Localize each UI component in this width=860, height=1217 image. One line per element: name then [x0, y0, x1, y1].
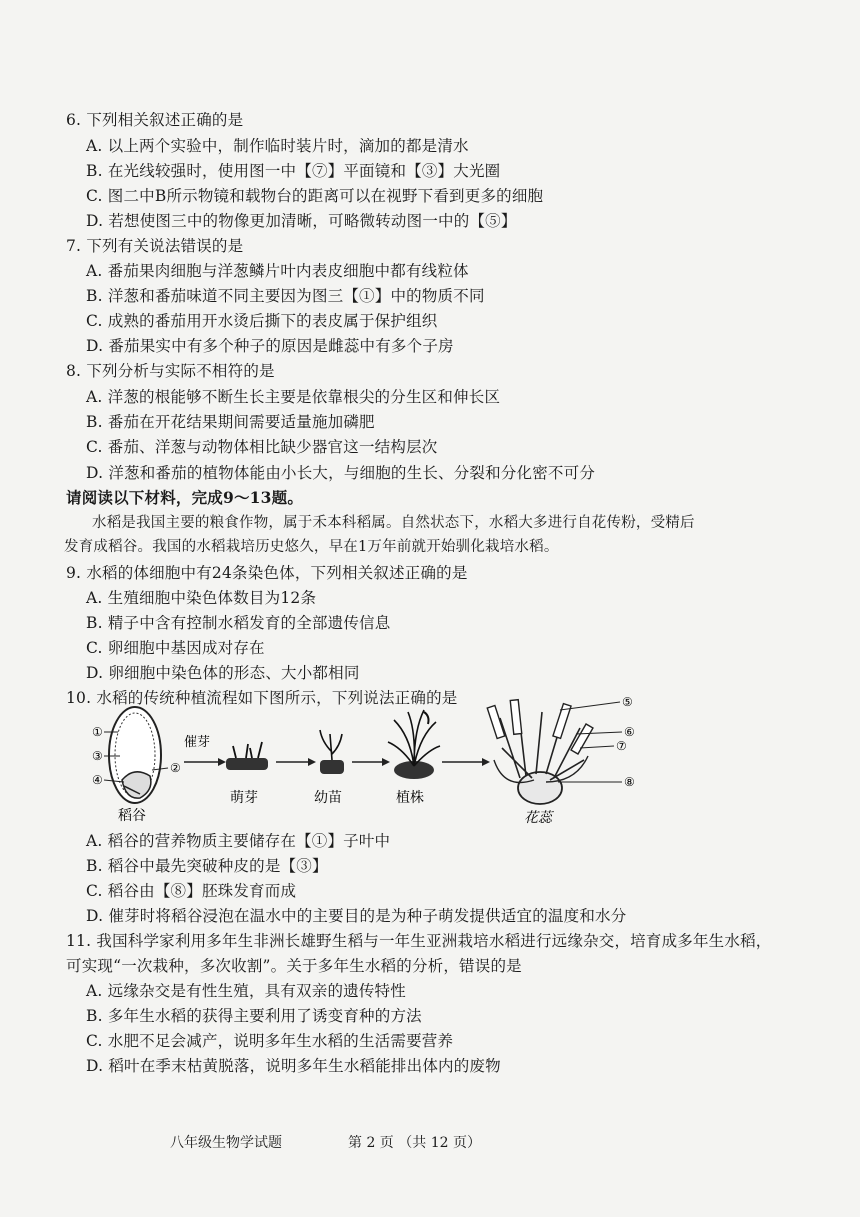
q11-stem-line-1: 11. 我国科学家利用多年生非洲长雄野生稻与一年生亚洲栽培水稻进行远缘杂交，培育成多年生水稻， — [66, 932, 772, 950]
sprout-drawing — [226, 742, 268, 770]
rice-seed-drawing — [109, 707, 161, 803]
q11-option-a: A. 远缘杂交是有性生殖，具有双亲的遗传特性 — [86, 982, 406, 1000]
q11-option-d: D. 稻叶在季末枯黄脱落，说明多年生水稻能排出体内的废物 — [86, 1057, 501, 1075]
flower-marker-6: ⑥ — [624, 725, 635, 739]
label-plant: 植株 — [396, 790, 424, 806]
q6-option-c: C. 图二中B所示物镜和载物台的距离可以在视野下看到更多的细胞 — [86, 187, 544, 205]
q10-option-c: C. 稻谷由【⑧】胚珠发育而成 — [86, 882, 297, 900]
flower-stamen-drawing — [487, 700, 593, 804]
material-line-1: 水稻是我国主要的粮食作物，属于禾本科稻属。自然状态下，水稻大多进行自花传粉，受精后 — [92, 515, 695, 531]
label-seed: 稻谷 — [118, 808, 146, 824]
seed-marker-2: ② — [170, 761, 181, 775]
seed-marker-1: ① — [92, 725, 103, 739]
q11-stem-line-2: 可实现“一次栽种，多次收割”。关于多年生水稻的分析，错误的是 — [66, 957, 522, 975]
q10-option-b: B. 稻谷中最先突破种皮的是【③】 — [86, 857, 328, 875]
q9-option-c: C. 卵细胞中基因成对存在 — [86, 639, 265, 657]
q9-stem: 9. 水稻的体细胞中有24条染色体，下列相关叙述正确的是 — [66, 564, 468, 582]
q7-option-b: B. 洋葱和番茄味道不同主要因为图三【①】中的物质不同 — [86, 287, 485, 305]
q6-option-d: D. 若想使图三中的物像更加清晰，可略微转动图一中的【⑤】 — [86, 212, 517, 230]
q8-option-a: A. 洋葱的根能够不断生长主要是依靠根尖的分生区和伸长区 — [86, 388, 501, 406]
label-arrow-germinate: 催芽 — [184, 735, 211, 750]
q6-stem: 6. 下列相关叙述正确的是 — [66, 111, 244, 129]
q6-option-a: A. 以上两个实验中，制作临时装片时，滴加的都是清水 — [86, 137, 469, 155]
footer-subject: 八年级生物学试题 — [170, 1135, 282, 1151]
q10-stem: 10. 水稻的传统种植流程如下图所示，下列说法正确的是 — [66, 689, 458, 707]
seed-marker-3: ③ — [92, 749, 103, 763]
q6-option-b: B. 在光线较强时，使用图一中【⑦】平面镜和【③】大光圈 — [86, 162, 501, 180]
q9-option-d: D. 卵细胞中染色体的形态、大小都相同 — [86, 664, 360, 682]
rice-cultivation-figure — [80, 690, 660, 830]
q7-option-d: D. 番茄果实中有多个种子的原因是雌蕊中有多个子房 — [86, 337, 454, 355]
label-flower: 花蕊 — [524, 810, 552, 826]
q10-option-a: A. 稻谷的营养物质主要储存在【①】子叶中 — [86, 832, 391, 850]
q7-option-c: C. 成熟的番茄用开水烫后撕下的表皮属于保护组织 — [86, 312, 438, 330]
flower-marker-7: ⑦ — [616, 739, 627, 753]
q9-option-b: B. 精子中含有控制水稻发育的全部遗传信息 — [86, 614, 391, 632]
material-heading: 请阅读以下材料，完成9～13题。 — [66, 488, 304, 507]
q7-option-a: A. 番茄果肉细胞与洋葱鳞片叶内表皮细胞中都有线粒体 — [86, 262, 469, 280]
q8-option-d: D. 洋葱和番茄的植物体能由小长大，与细胞的生长、分裂和分化密不可分 — [86, 464, 596, 482]
q8-stem: 8. 下列分析与实际不相符的是 — [66, 362, 275, 380]
flower-marker-8: ⑧ — [624, 775, 635, 789]
q10-option-d: D. 催芽时将稻谷浸泡在温水中的主要目的是为种子萌发提供适宜的温度和水分 — [86, 907, 627, 925]
footer-page-number: 第 2 页 （共 12 页） — [348, 1135, 481, 1151]
label-sprout: 萌芽 — [230, 790, 258, 806]
label-seedling: 幼苗 — [314, 790, 342, 806]
q7-stem: 7. 下列有关说法错误的是 — [66, 237, 244, 255]
seed-marker-4: ④ — [92, 773, 103, 787]
q8-option-c: C. 番茄、洋葱与动物体相比缺少器官这一结构层次 — [86, 438, 438, 456]
flower-marker-5: ⑤ — [622, 695, 633, 709]
q11-option-c: C. 水肥不足会减产，说明多年生水稻的生活需要营养 — [86, 1032, 454, 1050]
material-line-2: 发育成稻谷。我国的水稻栽培历史悠久，早在1万年前就开始驯化栽培水稻。 — [64, 539, 559, 555]
q11-option-b: B. 多年生水稻的获得主要利用了诱变育种的方法 — [86, 1007, 422, 1025]
q9-option-a: A. 生殖细胞中染色体数目为12条 — [86, 589, 317, 607]
plant-drawing — [388, 710, 440, 779]
seedling-drawing — [320, 730, 344, 774]
q8-option-b: B. 番茄在开花结果期间需要适量施加磷肥 — [86, 413, 375, 431]
